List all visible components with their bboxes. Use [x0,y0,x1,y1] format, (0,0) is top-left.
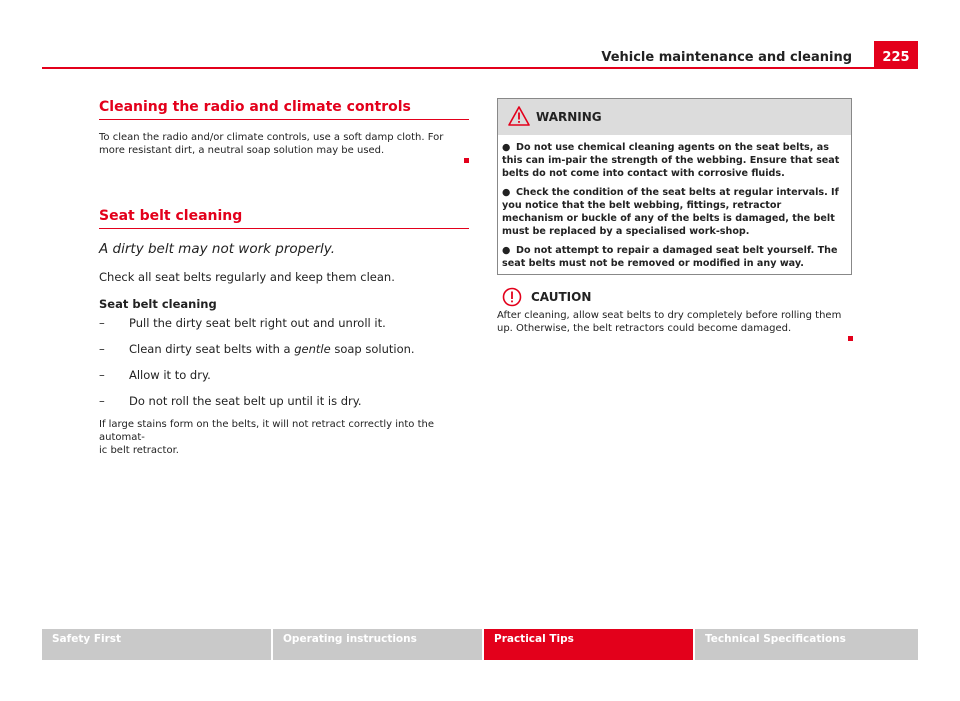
warning-title: WARNING [536,110,602,124]
cleaning-steps-list [99,316,469,409]
caution-block [497,285,853,345]
header-rule [42,67,918,69]
page-number: 225 [874,41,918,67]
tab-practical-tips[interactable]: Practical Tips [484,629,693,660]
list-item: – Do not roll the seat belt up until it is dry. [99,394,362,408]
end-of-section-marker [464,158,469,163]
caution-header [497,285,853,309]
warning-header [498,99,851,135]
footer-nav [42,629,918,660]
warning-triangle-icon [508,106,530,126]
warning-body [498,135,851,274]
left-column [99,98,469,457]
caution-text: After cleaning, allow seat belts to dry completely before rolling them up. Otherwise, the belt retractors could become damaged. [497,310,842,334]
section-heading-radio-climate: Cleaning the radio and climate controls [99,98,469,120]
procedure-subheading: Seat belt cleaning [99,297,217,311]
tab-safety-first[interactable]: Safety First [42,629,271,660]
right-column [497,98,853,345]
intro-statement: A dirty belt may not work properly. [99,241,336,257]
running-header-title: Vehicle maintenance and cleaning [601,50,852,65]
warning-item: ● Do not attempt to repair a damaged seat belt yourself. The seat belts must not be removed or modified in any way. [502,245,838,269]
warning-item: ● Check the condition of the seat belts at regular intervals. If you notice that the belt webbing, fittings, retractor mechanism or buckle of any of the belts is damaged, the belt must be replaced by a specialised work-shop. [502,187,839,237]
list-item: – Pull the dirty seat belt right out and unroll it. [99,316,386,330]
warning-item: ● Do not use chemical cleaning agents on the seat belts, as this can im-pair the strength of the webbing. Ensure that seat belts do not come into contact with corrosive fluids. [502,142,840,179]
end-of-section-marker [848,336,853,341]
stain-note: If large stains form on the belts, it will not retract correctly into the automat- ic belt retractor. [99,419,434,456]
list-item: – Allow it to dry. [99,368,211,382]
emphasis-gentle: gentle [294,342,331,356]
section-heading-seat-belt: Seat belt cleaning [99,207,469,229]
warning-box [497,98,852,275]
list-item: – Clean dirty seat belts with a gentle soap solution. [99,342,415,356]
check-text: Check all seat belts regularly and keep them clean. [99,270,395,284]
caution-title: CAUTION [531,290,592,304]
caution-exclamation-icon [502,287,522,307]
radio-cleaning-text: To clean the radio and/or climate controls, use a soft damp cloth. For more resistant dirt, a neutral soap solution may be used. [99,132,444,156]
tab-operating-instructions[interactable]: Operating instructions [273,629,482,660]
tab-technical-specifications[interactable]: Technical Specifications [695,629,918,660]
